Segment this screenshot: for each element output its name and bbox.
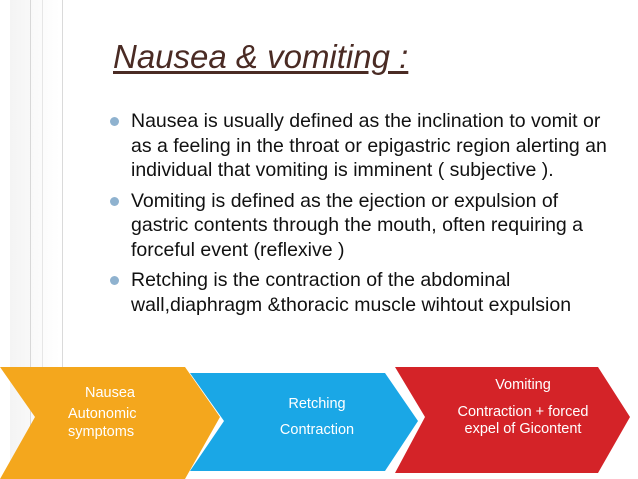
stage-title: Retching: [288, 396, 346, 412]
bullet-dot-icon: [110, 117, 119, 126]
bullet-dot-icon: [110, 197, 119, 206]
bullet-text: Retching is the contraction of the abdominal wall,diaphragm &thoracic muscle wihtout expulsion: [131, 269, 572, 316]
stage-subtitle: Contraction: [279, 422, 355, 438]
stage-subtitle: Autonomic symptoms: [68, 406, 137, 440]
bullet-item: [108, 109, 613, 183]
bullet-item: [108, 189, 613, 263]
bullet-item: [108, 268, 613, 317]
bullet-list: [108, 109, 613, 323]
bullet-dot-icon: [110, 276, 119, 285]
bullet-text: Nausea is usually defined as the inclination to vomit or as a feeling in the throat or epigastric region alerting an individual that vomiting is imminent ( subjective ).: [131, 110, 607, 181]
stage-subtitle: Contraction + forced expel of Gicontent: [457, 404, 589, 437]
bullet-text: Vomiting is defined as the ejection or expulsion of gastric contents through the mouth, often requiring a forceful event (reflexive ): [131, 189, 584, 261]
stage-title: Vomiting: [495, 377, 551, 393]
slide-title: Nausea & vomiting :: [113, 38, 409, 75]
stage-title: Nausea: [85, 385, 135, 401]
